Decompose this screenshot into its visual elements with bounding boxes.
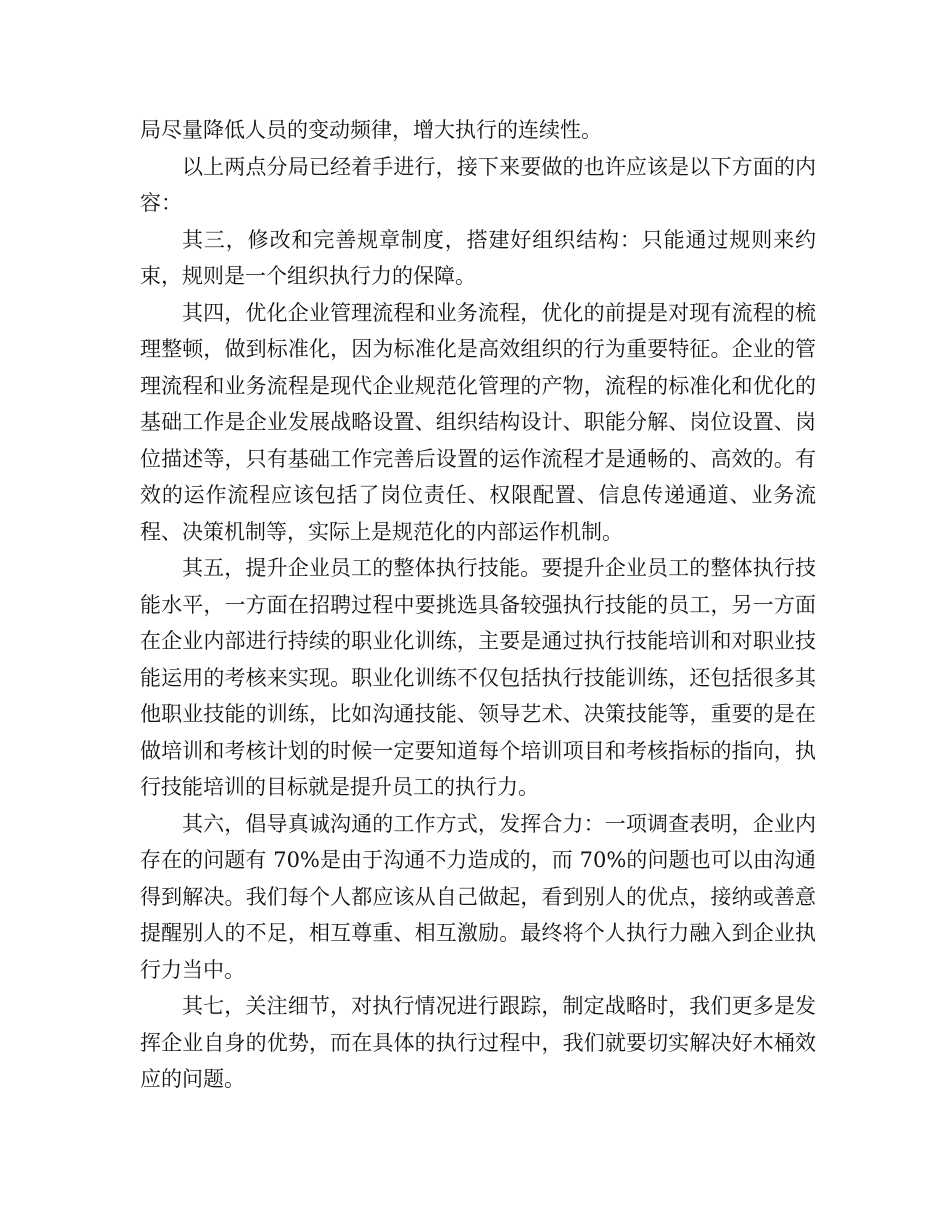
- paragraph-point-4: 其四，优化企业管理流程和业务流程，优化的前提是对现有流程的梳理整顿，做到标准化，因为标准化是高效组织的行为重要特征。企业的管理流程和业务流程是现代企业规范化管理的产物，流程的标准化和优化的基础工作是企业发展战略设置、组织结构设计、职能分解、岗位设置、岗位描述等，只有基础工作完善后设置的运作流程才是通畅的、高效的。有效的运作流程应该包括了岗位责任、权限配置、信息传递通道、业务流程、决策机制等，实际上是规范化的内部运作机制。: [140, 300, 816, 544]
- paragraph-intro: 以上两点分局已经着手进行，接下来要做的也许应该是以下方面的内容：: [140, 154, 816, 215]
- paragraph-point-5: 其五，提升企业员工的整体执行技能。要提升企业员工的整体执行技能水平，一方面在招聘过程中要挑选具备较强执行技能的员工，另一方面在企业内部进行持续的职业化训练，主要是通过执行技能培训和对职业技能运用的考核来实现。职业化训练不仅包括执行技能训练，还包括很多其他职业技能的训练，比如沟通技能、领导艺术、决策技能等，重要的是在做培训和考核计划的时候一定要知道每个培训项目和考核指标的指向，执行技能培训的目标就是提升员工的执行力。: [140, 556, 816, 799]
- document-body: [140, 112, 816, 1098]
- paragraph-continuation: 局尽量降低人员的变动频律，增大执行的连续性。: [140, 118, 602, 142]
- paragraph-point-3: 其三，修改和完善规章制度，搭建好组织结构：只能通过规则来约束，规则是一个组织执行力的保障。: [140, 227, 816, 288]
- paragraph-point-6: 其六，倡导真诚沟通的工作方式，发挥合力：一项调查表明，企业内存在的问题有 70%是由于沟通不力造成的，而 70%的问题也可以由沟通得到解决。我们每个人都应该从自己做起，看到别人的优点，接纳或善意提醒别人的不足，相互尊重、相互激励。最终将个人执行力融入到企业执行力当中。: [140, 811, 816, 982]
- paragraph-point-7: 其七，关注细节，对执行情况进行跟踪，制定战略时，我们更多是发挥企业自身的优势，而在具体的执行过程中，我们就要切实解决好木桶效应的问题。: [140, 994, 816, 1091]
